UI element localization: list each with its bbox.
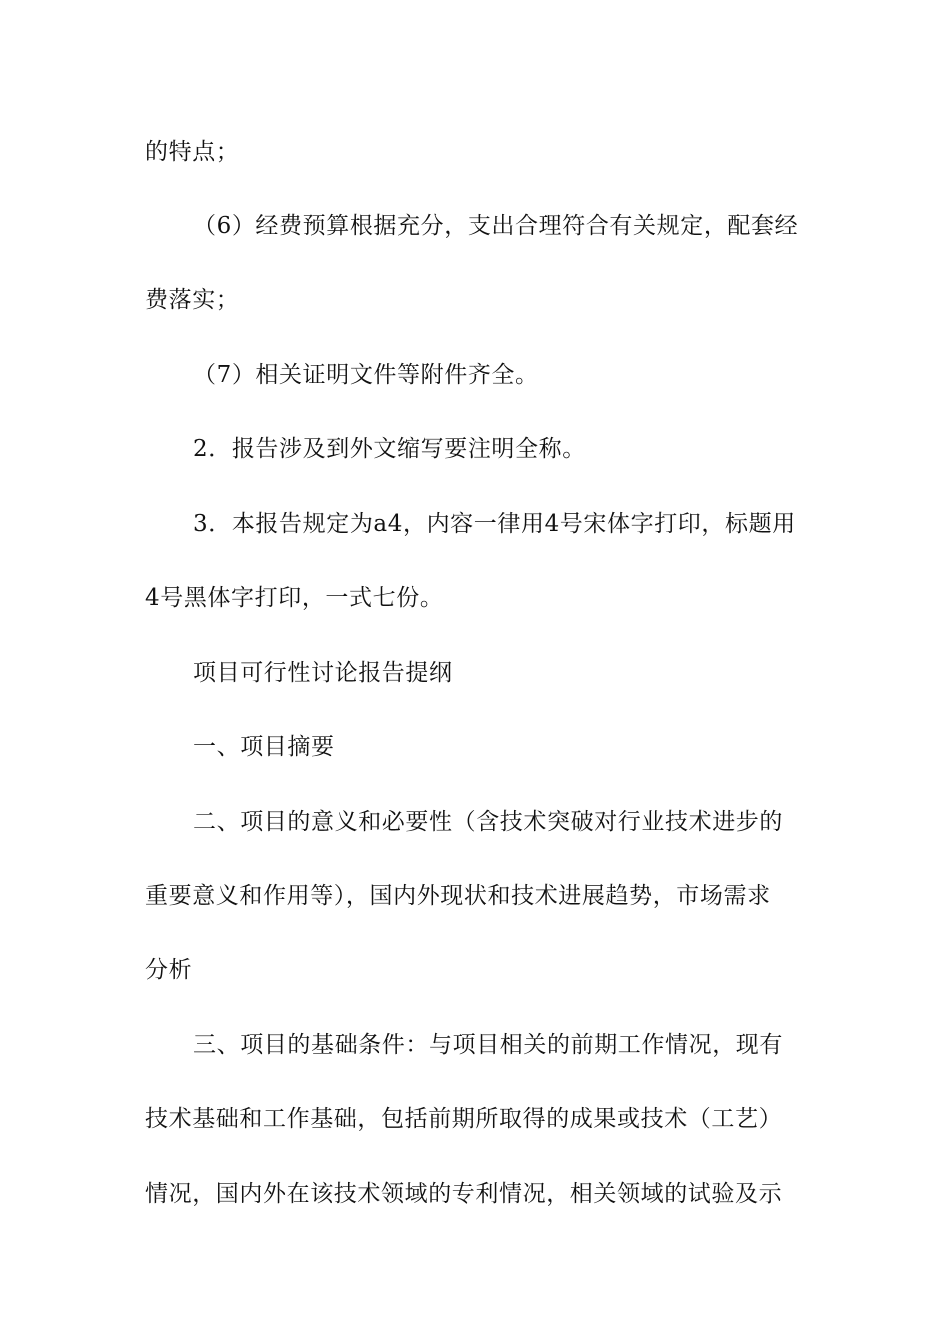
text-line: 费落实；	[145, 287, 240, 313]
text-line: 重要意义和作用等），国内外现状和技术进展趋势，市场需求	[145, 883, 771, 909]
text-line: 分析	[145, 957, 193, 983]
text-line: 技术基础和工作基础，包括前期所取得的成果或技术（工艺）	[145, 1106, 783, 1132]
text-line: 的特点；	[145, 139, 240, 165]
text-line: （6）经费预算根据充分，支出合理符合有关规定，配套经	[193, 213, 799, 239]
text-line: （7）相关证明文件等附件齐全。	[193, 362, 539, 388]
text-line: 一、项目摘要	[193, 734, 335, 760]
text-line: 4号黑体字打印，一式七份。	[145, 585, 444, 611]
section-heading: 项目可行性讨论报告提纲	[193, 660, 453, 686]
text-line: 3．本报告规定为a4，内容一律用4号宋体字打印，标题用	[193, 511, 796, 537]
text-line: 三、项目的基础条件：与项目相关的前期工作情况，现有	[193, 1032, 783, 1058]
text-line: 2．报告涉及到外文缩写要注明全称。	[193, 436, 586, 462]
text-line: 情况，国内外在该技术领域的专利情况，相关领域的试验及示	[145, 1181, 783, 1207]
text-line: 二、项目的意义和必要性（含技术突破对行业技术进步的	[193, 809, 783, 835]
